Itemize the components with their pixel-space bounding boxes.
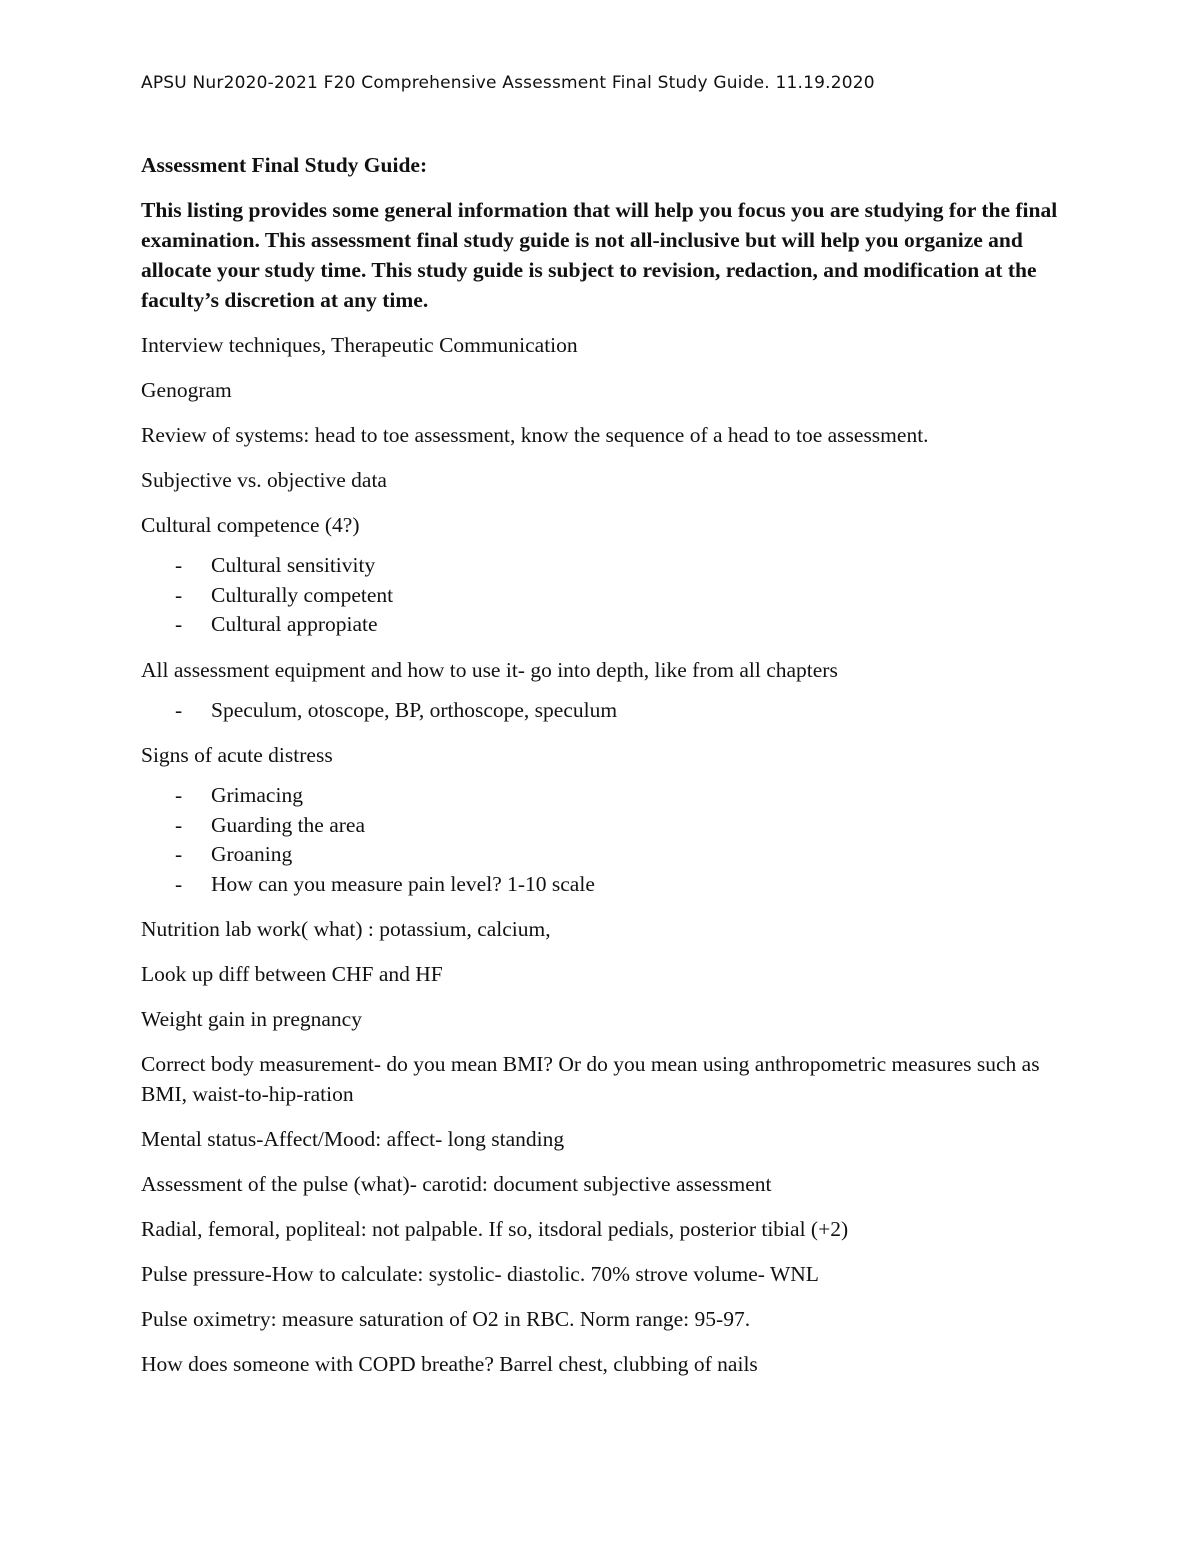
- topic-body-measurement: Correct body measurement- do you mean BMI? Or do you mean using anthropometric measures such as BMI, waist-to-hip-ration: [141, 1052, 1040, 1106]
- topic-peripheral-pulses: Radial, femoral, popliteal: not palpable. If so, itsdoral pedials, posterior tibial (+2): [141, 1217, 849, 1241]
- dash-bullet: -: [175, 582, 183, 607]
- list-item-text: Culturally competent: [211, 582, 394, 607]
- dash-bullet: -: [175, 612, 183, 636]
- document-heading: Assessment Final Study Guide:: [141, 153, 428, 177]
- list-item-text: Groaning: [211, 842, 293, 866]
- list-item-text: How can you measure pain level? 1-10 scale: [211, 871, 595, 896]
- topic-cultural-competence: Cultural competence (4?): [141, 513, 360, 537]
- topic-copd: How does someone with COPD breathe? Barrel chest, clubbing of nails: [141, 1352, 758, 1376]
- cultural-competence-list: [141, 551, 1071, 640]
- acute-distress-list: [141, 781, 1071, 899]
- topic-pulse-oximetry: Pulse oximetry: measure saturation of O2 in RBC. Norm range: 95-97.: [141, 1307, 751, 1331]
- topic-pulse-pressure: Pulse pressure-How to calculate: systolic- diastolic. 70% strove volume- WNL: [141, 1262, 819, 1286]
- topic-interview: Interview techniques, Therapeutic Communication: [141, 333, 578, 357]
- topic-review-of-systems: Review of systems: head to toe assessment, know the sequence of a head to toe assessment.: [141, 423, 929, 447]
- list-item-text: Guarding the area: [211, 812, 366, 837]
- list-item: [141, 811, 1071, 841]
- dash-bullet: -: [175, 842, 183, 866]
- topic-pulse-assessment: Assessment of the pulse (what)- carotid: document subjective assessment: [141, 1172, 772, 1196]
- dash-bullet: -: [175, 553, 183, 577]
- dash-bullet: -: [175, 697, 183, 722]
- list-item: [141, 696, 1071, 726]
- dash-bullet: -: [175, 871, 183, 896]
- topic-subjective-objective: Subjective vs. objective data: [141, 468, 387, 492]
- dash-bullet: -: [175, 812, 183, 837]
- list-item: [141, 840, 1071, 870]
- topic-mental-status: Mental status-Affect/Mood: affect- long standing: [141, 1127, 565, 1151]
- list-item: [141, 781, 1071, 811]
- list-item-text: Grimacing: [211, 783, 303, 807]
- topic-assessment-equipment: All assessment equipment and how to use it- go into depth, like from all chapters: [141, 657, 838, 682]
- list-item-text: Cultural sensitivity: [211, 553, 376, 577]
- document-body: [141, 150, 1071, 1394]
- topic-nutrition-lab: Nutrition lab work( what) : potassium, calcium,: [141, 917, 551, 941]
- topic-genogram: Genogram: [141, 378, 232, 402]
- intro-paragraph: This listing provides some general information that will help you focus you are studying for the final examination. This assessment final study guide is not all-inclusive but will help you organize and allocate your study time. This study guide is subject to revision, redaction, and modification at the faculty’s discretion at any time.: [141, 198, 1058, 312]
- list-item: [141, 551, 1071, 581]
- dash-bullet: -: [175, 783, 183, 807]
- page-header: APSU Nur2020-2021 F20 Comprehensive Assessment Final Study Guide. 11.19.2020: [141, 73, 875, 93]
- list-item-text: Cultural appropiate: [211, 612, 378, 636]
- list-item: [141, 610, 1071, 640]
- list-item: [141, 581, 1071, 611]
- topic-acute-distress: Signs of acute distress: [141, 743, 333, 767]
- topic-pregnancy-weight: Weight gain in pregnancy: [141, 1007, 362, 1031]
- topic-chf-hf: Look up diff between CHF and HF: [141, 962, 443, 986]
- list-item-text: Speculum, otoscope, BP, orthoscope, speculum: [211, 697, 618, 722]
- list-item: [141, 870, 1071, 900]
- equipment-list: [141, 696, 1071, 726]
